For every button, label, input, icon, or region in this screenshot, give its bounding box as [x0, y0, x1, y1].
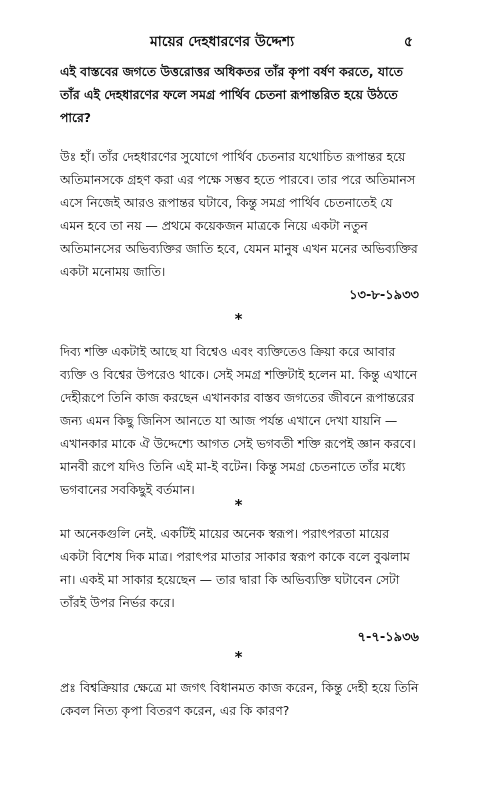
paragraph-3: মা অনেকগুলি নেই. একটিই মায়ের অনেক স্বরূপ। পরাৎপরতা মায়ের একটা বিশেষ দিক মাত্র। পরাৎপর মাতার সাকার স্বরূপ কাকে বলে বুঝলাম না। একই মা সাকার হয়েছেন — তার দ্বারা কি অভিব্যক্তি ঘটাবেন সেটা তাঁরই উপর নির্ভর করে।	[60, 526, 410, 610]
running-title: মায়ের দেহধারণের উদ্দেশ্য	[150, 34, 295, 50]
page-number: ৫	[403, 34, 413, 50]
date-2: ৭-৭-১৯৩৬	[357, 630, 419, 645]
date-1: ১৩-৮-১৯৩৩	[349, 288, 419, 303]
separator-asterisk-1: *	[234, 310, 243, 328]
separator-asterisk-3: *	[234, 648, 243, 666]
question-paragraph-2: প্রঃ বিশ্বক্রিয়ার ক্ষেত্রে মা জগৎ বিধানমত কাজ করেন, কিন্তু দেহী হয়ে তিনি কেবল নিত্য কৃপা বিতরণ করেন, এর কি কারণ?	[60, 680, 419, 718]
question-paragraph-1: এই বাস্তবের জগতে উত্তরোত্তর অধিকতর তাঁর কৃপা বর্ষণ করতে, যাতে তাঁর এই দেহধারণের ফলে সমগ্র পার্থিব চেতনা রূপান্তরিত হয়ে উঠতে পারে?	[60, 64, 403, 125]
answer-paragraph-1: উঃ হাঁ। তাঁর দেহধারণের সুযোগে পার্থিব চেতনার যথোচিত রূপান্তর হয়ে অতিমানসকে গ্রহণ করা এর পক্ষে সম্ভব হতে পারবে। তার পরে অতিমানস এসে নিজেই আরও রূপান্তর ঘটাবে, কিন্তু সমগ্র পার্থিব চেতনাতেই যে এমন হবে তা নয় — প্রথমে কয়েকজন মাত্রকে নিয়ে একটা নতুন অতিমানসের অভিব্যক্তির জাতি হবে, যেমন মানুষ এখন মনের অভিব্যক্তির একটা মনোময় জাতি।	[60, 149, 418, 279]
paragraph-2: দিব্য শক্তি একটাই আছে যা বিশ্বেও এবং ব্যক্তিতেও ক্রিয়া করে আবার ব্যক্তি ও বিশ্বের উপরেও থাকে। সেই সমগ্র শক্তিটাই হলেন মা. কিন্তু এখানে দেহীরূপে তিনি কাজ করছেন এখানকার বাস্তব জগতের জীবনে রূপান্তরের জন্য এমন কিছু জিনিস আনতে যা আজ পর্যন্ত এখানে দেখা যায়নি — এখানকার মাকে ঐ উদ্দেশ্যে আগত সেই ভগবতী শক্তি রূপেই জ্ঞান করবে। মানবী রূপে যদিও তিনি এই মা-ই বটেন। কিন্তু সমগ্র চেতনাতে তাঁর মধ্যে ভগবানের সবকিছুই বর্তমান।	[60, 344, 418, 497]
page-header	[0, 30, 477, 54]
separator-asterisk-2: *	[234, 496, 243, 514]
